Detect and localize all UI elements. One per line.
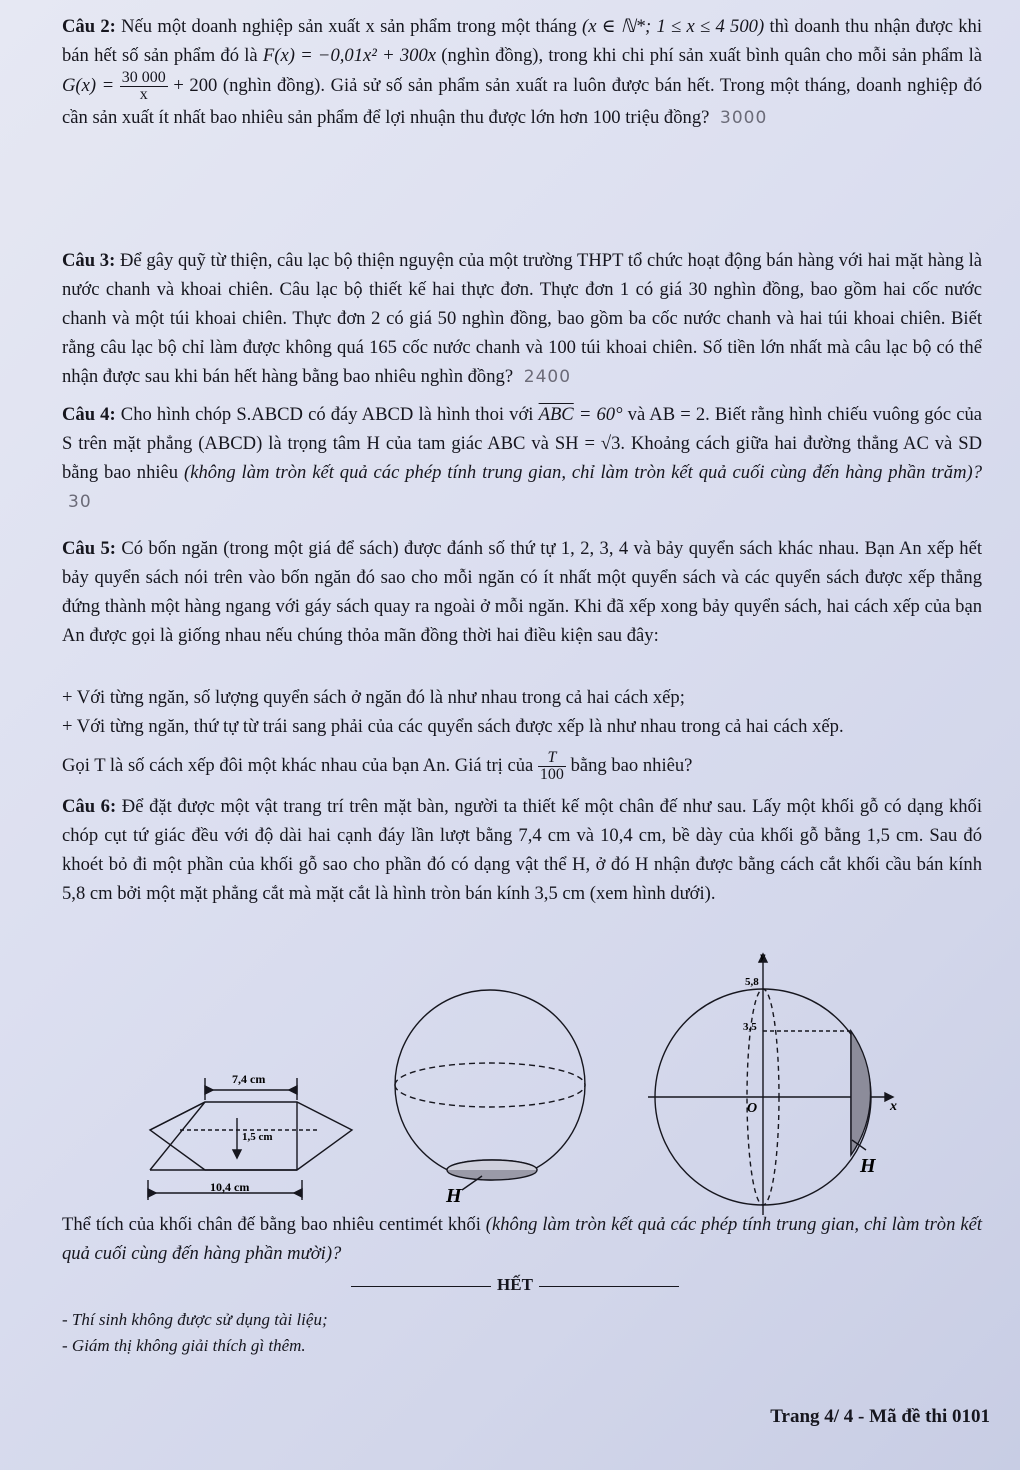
note-no-explanation: - Giám thị không giải thích gì thêm. bbox=[62, 1336, 306, 1355]
end-marker: HẾT bbox=[340, 1275, 690, 1295]
q6-text: Để đặt được một vật trang trí trên mặt bàn, người ta thiết kế một chân đế như sau. Lấy một khối gỗ có dạng khối chóp cụt tứ giác đều với độ dài hai cạnh đáy lần lượt bằng 7,4 cm và 10,4 cm, bề dày của khối gỗ bằng 1,5 cm. Sau đó khoét bỏ đi một phần của khối gỗ sao cho phần đó có dạng vật thể H, ở đó H nhận được bằng cách cắt khối cầu bán kính 5,8 cm bởi một mặt phẳng cắt mà mặt cắt là hình tròn bán kính 3,5 cm (xem hình dưới). bbox=[62, 796, 983, 904]
arrow-left-top bbox=[205, 1086, 213, 1094]
q2-revenue-formula: F(x) = −0,01x² + 300x bbox=[262, 45, 437, 66]
q5-ask-2: bằng bao nhiêu? bbox=[570, 754, 693, 776]
cross-section-figure bbox=[648, 954, 893, 1215]
q2-text-1: Nếu một doanh nghiệp sản xuất x sản phẩm trong một tháng bbox=[121, 16, 577, 37]
y-axis-label: y bbox=[760, 949, 766, 963]
arrow-right-top bbox=[289, 1086, 297, 1094]
q2-cost-numerator: 30 000 bbox=[121, 69, 166, 86]
q6-ask bbox=[62, 1210, 982, 1268]
q5-fraction-numerator: T bbox=[538, 750, 566, 767]
q5-label: Câu 5: bbox=[62, 538, 116, 559]
x-axis-label: x bbox=[890, 1099, 897, 1114]
q6-ask-text: Thể tích của khối chân đế bằng bao nhiêu centimét khối bbox=[62, 1214, 481, 1235]
q3-label: Câu 3: bbox=[62, 250, 116, 271]
q2-cost-lhs: G(x) = bbox=[62, 74, 115, 96]
bottom-length-label: 10,4 cm bbox=[210, 1180, 250, 1194]
q4-angle-value: = 60° bbox=[578, 404, 623, 425]
sphere-figure bbox=[395, 990, 585, 1190]
q4-angle: $\overline{ABC}$ bbox=[538, 404, 574, 425]
q2-handwritten-answer: 3000 bbox=[720, 108, 768, 128]
q2-text-4: (nghìn đồng). Giả sử số sản phẩm sản xuất ra luôn được bán hết. Trong một tháng, doanh nghiệp đó cần sản xuất ít nhất bao nhiêu sản phẩm để lợi nhuận thu được lớn hơn 100 triệu đồng? bbox=[62, 74, 982, 128]
q4-label: Câu 4: bbox=[62, 404, 116, 425]
cap-shaded bbox=[851, 1031, 871, 1155]
cap-h-label: H bbox=[446, 1185, 462, 1207]
radius-big-label: 5,8 bbox=[745, 976, 759, 988]
page-footer: Trang 4/ 4 - Mã đề thi 0101 bbox=[770, 1406, 990, 1427]
q4-handwritten-answer: 30 bbox=[68, 492, 92, 512]
q4-rounding-note: (không làm tròn kết quả các phép tính trung gian, chỉ làm tròn kết quả cuối cùng đến hàng phần trăm)? bbox=[184, 462, 982, 483]
q4-text-2: và AB = 2. Biết rằng hình chiếu vuông góc của S trên mặt phẳng (ABCD) là trọng tâm H của tam giác ABC và SH = √3. Khoảng cách giữa hai đường thẳng AC và SD bằng bao nhiêu bbox=[62, 404, 983, 483]
sphere-outline bbox=[395, 990, 585, 1180]
section-h-label: H bbox=[860, 1155, 876, 1177]
q5-text: Có bốn ngăn (trong một giá để sách) được đánh số thứ tự 1, 2, 3, 4 và bảy quyển sách khác nhau. Bạn An xếp hết bảy quyển sách nói trên vào bốn ngăn đó sao cho mỗi ngăn có ít nhất một quyển sách và các quyển sách được xếp thẳng đứng thành một hàng ngang với gáy sách quay ra ngoài ở mỗi ngăn. Khi đã xếp xong bảy quyển sách, hai cách xếp của bạn An được gọi là giống nhau nếu chúng thỏa mãn đồng thời hai điều kiện sau đây: bbox=[62, 538, 982, 646]
q2-text-3: (nghìn đồng), trong khi chi phí sản xuất bình quân cho mỗi sản phẩm là bbox=[441, 45, 983, 66]
q2-domain: (x ∈ ℕ*; 1 ≤ x ≤ 4 500) bbox=[582, 16, 765, 37]
q2-cost-denominator: x bbox=[139, 86, 148, 103]
q4-text-1: Cho hình chóp S.ABCD có đáy ABCD là hình thoi với bbox=[120, 404, 534, 425]
q5-fraction-denominator: 100 bbox=[539, 766, 564, 783]
top-length-label: 7,4 cm bbox=[232, 1072, 266, 1086]
q3-text: Để gây quỹ từ thiện, câu lạc bộ thiện nguyện của một trường THPT tổ chức hoạt động bán hàng với hai mặt hàng là nước chanh và khoai chiên. Câu lạc bộ thiết kế hai thực đơn. Thực đơn 1 có giá 30 nghìn đồng, bao gồm hai cốc nước chanh và một túi khoai chiên. Thực đơn 2 có giá 50 nghìn đồng, bao gồm ba cốc nước chanh và hai túi khoai chiên. Biết rằng câu lạc bộ chỉ làm được không quá 165 cốc nước chanh và 100 túi khoai chiên. Số tiền lớn nhất mà câu lạc bộ có thể nhận được sau khi bán hết hàng bằng bao nhiêu nghìn đồng? bbox=[62, 250, 982, 387]
origin-label: O bbox=[747, 1101, 758, 1116]
q3-handwritten-answer: 2400 bbox=[523, 367, 572, 387]
note-no-materials: - Thí sinh không được sử dụng tài liệu; bbox=[62, 1310, 328, 1329]
radius-small-label: 3,5 bbox=[743, 1021, 757, 1033]
q2-label: Câu 2: bbox=[62, 16, 116, 37]
q5-condition-2: + Với từng ngăn, thứ tự từ trái sang phải của các quyển sách được xếp là như nhau trong cả hai cách xếp. bbox=[62, 716, 844, 737]
q2-cost-rhs: + 200 bbox=[173, 74, 218, 96]
q5-ask-1: Gọi T là số cách xếp đôi một khác nhau của bạn An. Giá trị của bbox=[62, 754, 534, 776]
q6-rounding-note: (không làm tròn kết quả các phép tính trung gian, chỉ làm tròn kết quả cuối cùng đến hàng phần mười)? bbox=[62, 1214, 982, 1264]
q5-condition-1: + Với từng ngăn, số lượng quyển sách ở ngăn đó là như nhau trong cả hai cách xếp; bbox=[62, 687, 685, 708]
height-label: 1,5 cm bbox=[242, 1131, 273, 1143]
q6-label: Câu 6: bbox=[62, 796, 117, 817]
q2-text-2: thì doanh thu nhận được khi bán hết số sản phẩm đó là bbox=[62, 16, 982, 66]
